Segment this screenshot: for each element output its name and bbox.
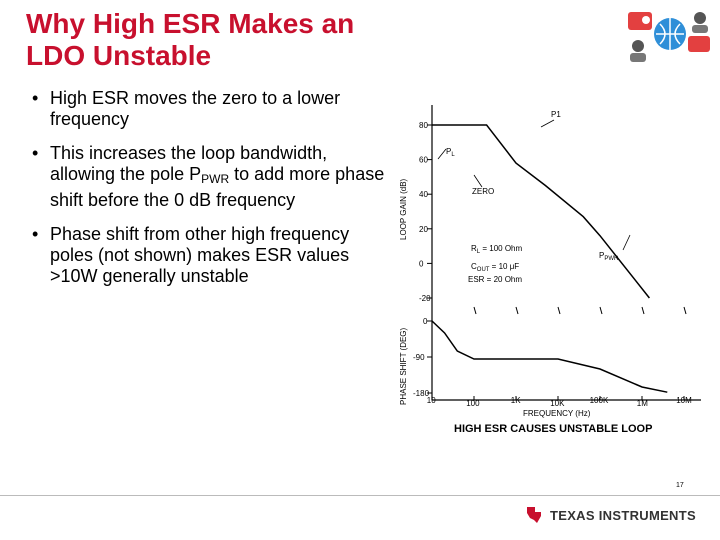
x-tick-label: 100 <box>466 399 480 408</box>
gain-tick-label: 20 <box>419 224 428 234</box>
x-axis-label: FREQUENCY (Hz) <box>523 409 591 418</box>
bullet-item: • High ESR moves the zero to a lower frequency <box>30 88 390 130</box>
p1-arrow <box>541 120 554 127</box>
bullet-list <box>30 88 390 300</box>
bullet-subscript: PWR <box>201 172 230 186</box>
phase-grid-mark <box>684 307 686 314</box>
ti-logo <box>524 505 696 525</box>
phase-grid-mark <box>558 307 560 314</box>
x-tick-label: 1K <box>510 396 521 405</box>
ppwr-label: $P_{PWR}$ <box>599 251 619 262</box>
bullet-item: • This increases the loop bandwidth, allowing the pole $P_{PWR}$ to add more phase shift before the 0 dB frequency <box>30 143 390 211</box>
bode-plot <box>383 95 708 425</box>
bullet-item: • Phase shift from other high frequency poles (not shown) makes ESR values >10W generally unstable <box>30 224 390 287</box>
chart-caption: HIGH ESR CAUSES UNSTABLE LOOP <box>454 423 653 435</box>
phase-grid-mark <box>600 307 602 314</box>
phase-axis-label: PHASE SHIFT (DEG) <box>399 327 408 405</box>
footer-divider <box>0 495 720 496</box>
gain-tick-label: 80 <box>419 121 428 130</box>
phase-grid-mark <box>516 307 518 314</box>
network-people-icon <box>626 6 714 64</box>
slide-number: 17 <box>676 482 684 489</box>
zero-arrow <box>474 175 482 187</box>
x-tick-label: 10K <box>550 399 565 408</box>
phase-tick-label: -90 <box>413 353 425 362</box>
slide-title <box>26 8 426 72</box>
x-tick-label: 1M <box>636 399 648 408</box>
gain-axis-label: LOOP GAIN (dB) <box>399 178 408 240</box>
slide-title-line2: LDO Unstable <box>26 40 212 71</box>
phase-grid-mark <box>474 307 476 314</box>
rl-label: $R_L = 100$ Ohm <box>471 244 523 255</box>
phase-curve <box>432 321 667 392</box>
x-tick-label: 10 <box>426 396 436 405</box>
ti-wordmark: TEXAS INSTRUMENTS <box>550 507 696 523</box>
gain-tick-label: 40 <box>419 190 428 200</box>
cout-label: $C_{OUT} = 10$ μF <box>471 262 520 273</box>
phase-tick-label: -180 <box>413 389 430 398</box>
phase-grid-mark <box>642 307 644 314</box>
gain-tick-label: 0 <box>419 259 424 269</box>
slide-title-line1: Why High ESR Makes an <box>26 8 355 39</box>
gain-tick-label: -20 <box>419 294 431 303</box>
ppwr-arrow <box>623 235 630 250</box>
pl-arrow <box>438 149 446 159</box>
texas-state-icon <box>524 505 544 525</box>
p1-label: P1 <box>551 110 561 119</box>
x-tick-label: 10M <box>676 396 692 405</box>
esr-label: ESR = 20 Ohm <box>468 275 523 284</box>
gain-curve <box>432 125 649 298</box>
x-tick-label: 100K <box>589 396 609 405</box>
gain-tick-label: 60 <box>419 155 428 165</box>
phase-tick-label: 0 <box>423 317 428 326</box>
pl-label: $P_L$ <box>446 147 455 158</box>
zero-label: ZERO <box>472 187 495 196</box>
